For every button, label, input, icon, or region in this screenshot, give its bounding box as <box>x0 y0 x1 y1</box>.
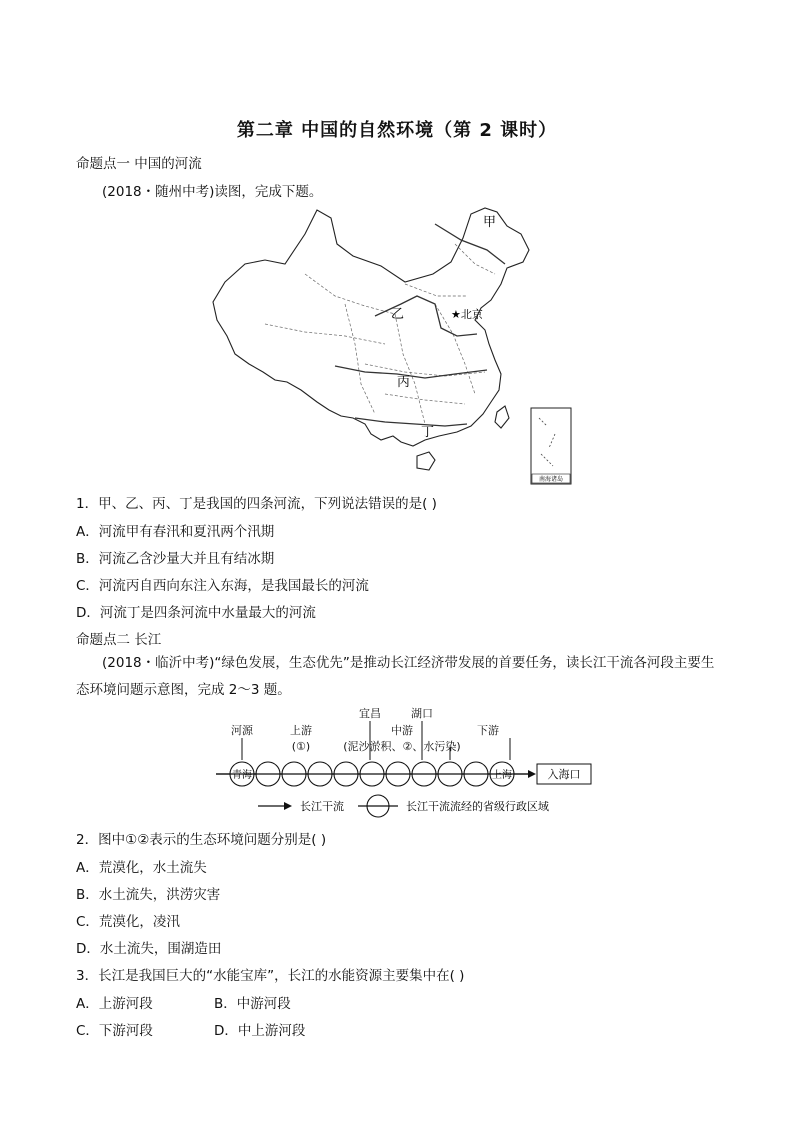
section1-heading: 命题点一 中国的河流 <box>76 156 202 172</box>
q2-stem: 2．图中①②表示的生态环境问题分别是( ) <box>76 832 327 848</box>
legend-circle-label: 长江干流流经的省级行政区域 <box>406 800 549 813</box>
diagram-upper: 上游 <box>290 724 312 737</box>
q1-option-c: C．河流丙自西向东注入东海，是我国最长的河流 <box>76 578 369 594</box>
inset-label: 南海诸岛 <box>538 476 564 483</box>
diagram-source: 河源 <box>231 724 253 737</box>
diagram-yichang: 宜昌 <box>359 707 381 720</box>
diagram-middle: 中游 <box>391 724 413 737</box>
q3-option-a: A．上游河段 <box>76 996 153 1012</box>
legend-arrow-label: 长江干流 <box>300 800 344 813</box>
diagram-end: 上海 <box>492 770 512 781</box>
diagram-upper-issue: (①) <box>291 740 311 753</box>
q1-option-a: A．河流甲有春汛和夏汛两个汛期 <box>76 524 275 540</box>
map-label-yi: 乙 <box>391 307 405 322</box>
diagram-mouth: 入海口 <box>547 768 581 781</box>
q2-option-a: A．荒漠化，水土流失 <box>76 860 207 876</box>
q2-option-c: C．荒漠化，凌汛 <box>76 914 180 930</box>
diagram-hukou: 湖口 <box>411 707 433 720</box>
diagram-lower: 下游 <box>477 724 499 737</box>
map-label-bing: 丙 <box>397 375 411 390</box>
q1-option-d: D．河流丁是四条河流中水量最大的河流 <box>76 605 316 621</box>
q3-option-c: C．下游河段 <box>76 1023 153 1039</box>
section1-intro: (2018・随州中考)读图，完成下题。 <box>102 184 323 200</box>
yangtze-diagram <box>210 704 610 824</box>
q2-option-d: D．水土流失，围湖造田 <box>76 941 222 957</box>
south-china-sea-inset <box>531 408 571 484</box>
page-title: 第二章 中国的自然环境（第 2 课时） <box>236 120 558 141</box>
q2-option-b: B．水土流失，洪涝灾害 <box>76 887 221 903</box>
q1-stem: 1．甲、乙、丙、丁是我国的四条河流，下列说法错误的是( ) <box>76 496 437 512</box>
q3-stem: 3．长江是我国巨大的“水能宝库”，长江的水能资源主要集中在( ) <box>76 968 465 984</box>
q3-option-b: B．中游河段 <box>214 996 291 1012</box>
section2-heading: 命题点二 长江 <box>76 632 162 648</box>
china-river-map <box>205 204 585 488</box>
map-label-ding: 丁 <box>421 425 435 440</box>
province-borders <box>265 244 495 424</box>
diagram-start: 青海 <box>232 770 252 781</box>
q1-option-b: B．河流乙含沙量大并且有结冰期 <box>76 551 275 567</box>
diagram-middle-issue: (泥沙淤积、②、水污染) <box>343 740 461 753</box>
section2-intro: (2018・临沂中考)“绿色发展，生态优先”是推动长江经济带发展的首要任务，读长江干流各河段主要生态环境问题示意图，完成 2～3 题。 <box>76 655 715 698</box>
map-label-beijing: ★北京 <box>451 308 483 321</box>
map-label-jia: 甲 <box>483 215 497 230</box>
q3-option-d: D．中上游河段 <box>214 1023 306 1039</box>
